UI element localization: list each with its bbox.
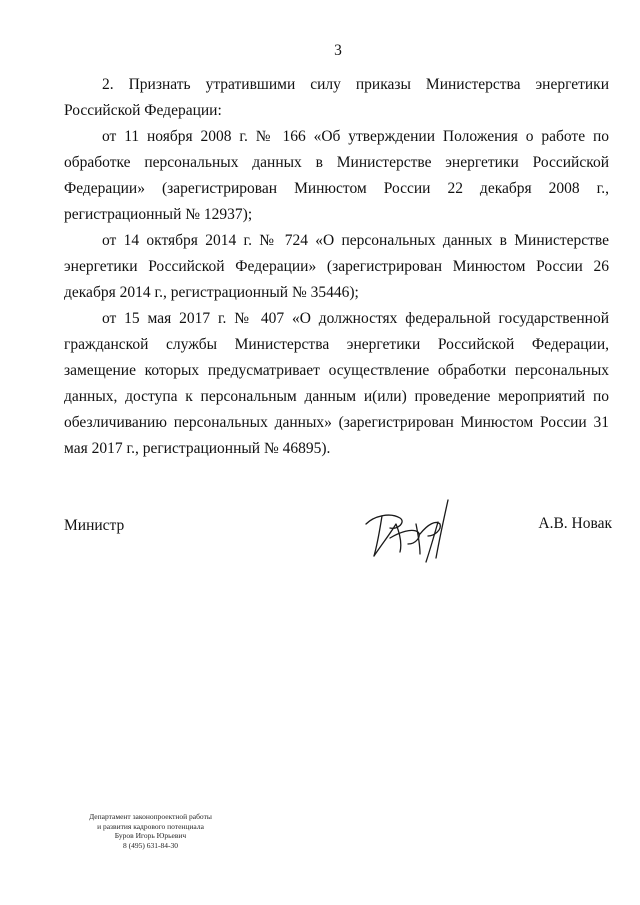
paragraph-item-2: 2. Признать утратившими силу приказы Министерства энергетики Российской Федерации: <box>64 76 609 119</box>
signature-block <box>64 512 612 582</box>
footer-department: Департамент законопроектной работы <box>89 812 212 821</box>
paragraph-order-724: от 14 октября 2014 г. № 724 «О персональных данных в Министерстве энергетики Российской Федерации» (зарегистрирован Минюстом России 26 декабря 2014 г., регистрационный № 35446); <box>64 232 609 301</box>
page-number: 3 <box>334 42 342 59</box>
document-body <box>64 72 609 462</box>
footer-executor-name: Буров Игорь Юрьевич <box>114 831 187 840</box>
handwritten-signature <box>360 494 470 564</box>
footer-department-cont: и развития кадрового потенциала <box>97 821 204 831</box>
footer-phone: 8 (495) 631-84-30 <box>123 840 178 850</box>
executor-footer <box>58 812 243 850</box>
paragraph-order-166: от 11 ноября 2008 г. № 166 «Об утверждении Положения о работе по обработке персональных данных в Министерстве энергетики Российской Федерации» (зарегистрирован Минюстом России 22 декабря 2008 г., регистрационный № 12937); <box>64 128 609 223</box>
signatory-title: Министр <box>64 517 125 534</box>
signatory-name: А.В. Новак <box>538 515 612 532</box>
paragraph-order-407: от 15 мая 2017 г. № 407 «О должностях федеральной государственной гражданской службы Министерства энергетики Российской Федерации, замещение которых предусматривает осуществление обработки персональных данных, доступа к персональным данным и(или) проведение мероприятий по обезличиванию персональных данных» (зарегистрирован Минюстом России 31 мая 2017 г., регистрационный № 46895). <box>64 310 609 457</box>
